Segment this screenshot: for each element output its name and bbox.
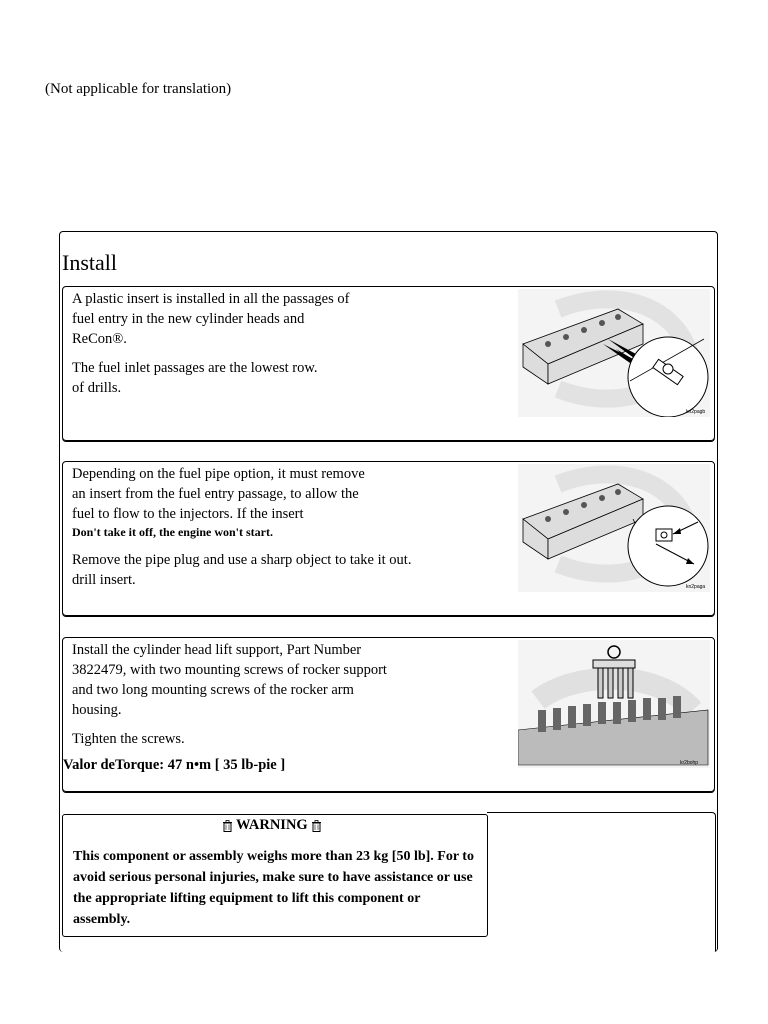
figure-1-code: kn2pagb [686,409,706,415]
step-1-paragraph-2: The fuel inlet passages are the lowest row. of drills. [72,360,318,396]
cylinder-head-figure-1 [518,289,710,417]
section-title: Install [62,250,117,275]
warning-box [62,814,488,937]
warning-title [223,817,321,834]
step-1-paragraph-1: A plastic insert is installed in all the passages of fuel entry in the new cylinder heads and ReCon®. [72,291,350,347]
warning-frame [487,812,716,952]
step-2-text [72,464,512,599]
install-section [59,231,718,952]
step-1-text [72,289,512,407]
step-2-bold-note: Don't take it off, the engine won't start. [72,525,273,539]
warning-label: WARNING [236,817,308,833]
translation-note: (Not applicable for translation) [45,81,232,97]
step-2-paragraph-2: Remove the pipe plug and use a sharp object to take it out. drill insert. [72,552,412,588]
step-1 [62,286,715,441]
warning-right-icon [312,820,321,832]
torque-value: Valor deTorque: 47 n•m [ 35 lb-pie ] [63,757,286,773]
warning-text: This component or assembly weighs more than 23 kg [50 lb]. For to avoid serious personal injuries, make sure to have assistance or use the appropriate lifting equipment to lift this component or assembly. [73,849,474,927]
step-3-paragraph-2: Tighten the screws. [72,731,185,747]
step-2-paragraph-1 [72,464,372,541]
figure-2-code: kn2paga [686,584,706,590]
lift-support-figure [518,640,710,768]
figure-3-code: kr2bohp [680,760,699,766]
step-2 [62,461,715,616]
step-3-text [72,640,512,758]
step-3-paragraph-1: Install the cylinder head lift support, Part Number 3822479, with two mounting screws of rocker support and two long mounting screws of the rocker arm housing. [72,642,387,718]
warning-left-icon [223,820,232,832]
step-2-paragraph-1-text: Depending on the fuel pipe option, it must remove an insert from the fuel entry passage, to allow the fuel to flow to the injectors. If the insert [72,466,365,522]
cylinder-head-figure-2 [518,464,710,592]
step-3 [62,637,715,792]
